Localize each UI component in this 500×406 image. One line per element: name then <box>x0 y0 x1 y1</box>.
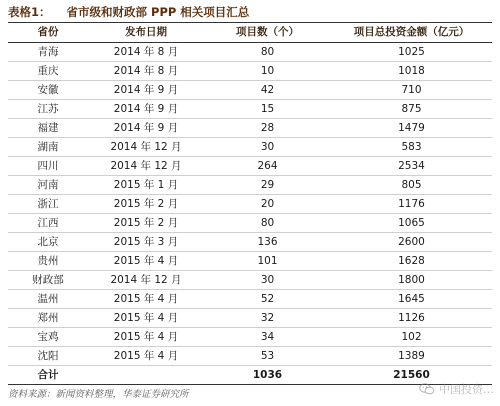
table-row <box>8 42 492 61</box>
cell-release-date: 2014 年 12 月 <box>88 137 204 156</box>
cell-investment: 875 <box>331 99 492 118</box>
table-row <box>8 308 492 327</box>
cell-investment: 1389 <box>331 346 492 365</box>
cell-project-count: 80 <box>204 42 331 61</box>
table-row <box>8 270 492 289</box>
total-label: 合计 <box>8 365 88 384</box>
cell-release-date: 2015 年 4 月 <box>88 251 204 270</box>
total-investment: 21560 <box>331 365 492 384</box>
cell-project-count: 29 <box>204 175 331 194</box>
table-row <box>8 194 492 213</box>
cell-project-count: 80 <box>204 213 331 232</box>
cell-province: 江苏 <box>8 99 88 118</box>
cell-province: 温州 <box>8 289 88 308</box>
table-row <box>8 80 492 99</box>
cell-project-count: 30 <box>204 270 331 289</box>
cell-province: 贵州 <box>8 251 88 270</box>
cell-investment: 2534 <box>331 156 492 175</box>
table-row <box>8 99 492 118</box>
cell-project-count: 136 <box>204 232 331 251</box>
header-release-date: 发布日期 <box>88 23 204 42</box>
cell-project-count: 32 <box>204 308 331 327</box>
cell-release-date: 2015 年 2 月 <box>88 213 204 232</box>
table-body <box>8 42 492 365</box>
cell-investment: 1126 <box>331 308 492 327</box>
cell-province: 重庆 <box>8 61 88 80</box>
cell-project-count: 101 <box>204 251 331 270</box>
cell-release-date: 2014 年 9 月 <box>88 80 204 99</box>
cell-release-date: 2014 年 12 月 <box>88 156 204 175</box>
cell-investment: 805 <box>331 175 492 194</box>
cell-release-date: 2015 年 4 月 <box>88 289 204 308</box>
cell-project-count: 264 <box>204 156 331 175</box>
cell-province: 宝鸡 <box>8 327 88 346</box>
cell-project-count: 52 <box>204 289 331 308</box>
cell-project-count: 28 <box>204 118 331 137</box>
header-province: 省份 <box>8 23 88 42</box>
cell-province: 财政部 <box>8 270 88 289</box>
cell-release-date: 2014 年 9 月 <box>88 99 204 118</box>
cell-release-date: 2014 年 9 月 <box>88 118 204 137</box>
cell-release-date: 2014 年 12 月 <box>88 270 204 289</box>
table-title-label: 表格1： <box>8 4 51 19</box>
total-date-empty <box>88 365 204 384</box>
table-row <box>8 156 492 175</box>
table-row <box>8 346 492 365</box>
table-row <box>8 61 492 80</box>
watermark <box>419 381 494 397</box>
table-row <box>8 289 492 308</box>
cell-release-date: 2015 年 2 月 <box>88 194 204 213</box>
cell-investment: 1800 <box>331 270 492 289</box>
cell-release-date: 2014 年 8 月 <box>88 61 204 80</box>
cell-release-date: 2015 年 4 月 <box>88 346 204 365</box>
cell-release-date: 2015 年 4 月 <box>88 327 204 346</box>
cell-investment: 102 <box>331 327 492 346</box>
cell-investment: 583 <box>331 137 492 156</box>
cell-province: 福建 <box>8 118 88 137</box>
watermark-text: 中国投资… <box>439 383 494 396</box>
cell-project-count: 42 <box>204 80 331 99</box>
cell-project-count: 30 <box>204 137 331 156</box>
table-row <box>8 232 492 251</box>
cell-project-count: 20 <box>204 194 331 213</box>
cell-province: 安徽 <box>8 80 88 99</box>
source-note: 资料来源：新闻资料整理，华泰证券研究所 <box>8 389 189 400</box>
table-row <box>8 213 492 232</box>
total-projects: 1036 <box>204 365 331 384</box>
table-row <box>8 137 492 156</box>
cell-province: 浙江 <box>8 194 88 213</box>
cell-release-date: 2015 年 3 月 <box>88 232 204 251</box>
table-row <box>8 327 492 346</box>
cell-province: 北京 <box>8 232 88 251</box>
cell-province: 江西 <box>8 213 88 232</box>
cell-province: 湖南 <box>8 137 88 156</box>
cell-province: 青海 <box>8 42 88 61</box>
table-title <box>8 3 249 20</box>
cell-investment: 1176 <box>331 194 492 213</box>
cell-release-date: 2014 年 8 月 <box>88 42 204 61</box>
cell-province: 四川 <box>8 156 88 175</box>
cell-project-count: 53 <box>204 346 331 365</box>
table-title-text: 省市级和财政部 PPP 相关项目汇总 <box>66 4 250 19</box>
cell-project-count: 15 <box>204 99 331 118</box>
cell-investment: 1025 <box>331 42 492 61</box>
cell-province: 沈阳 <box>8 346 88 365</box>
cell-investment: 710 <box>331 80 492 99</box>
cell-release-date: 2015 年 1 月 <box>88 175 204 194</box>
cell-investment: 1645 <box>331 289 492 308</box>
cell-investment: 2600 <box>331 232 492 251</box>
cell-release-date: 2015 年 4 月 <box>88 308 204 327</box>
cell-project-count: 34 <box>204 327 331 346</box>
cell-investment: 1479 <box>331 118 492 137</box>
table-row <box>8 175 492 194</box>
ppp-projects-table <box>8 23 492 385</box>
cell-investment: 1018 <box>331 61 492 80</box>
cell-project-count: 10 <box>204 61 331 80</box>
cell-investment: 1065 <box>331 213 492 232</box>
cell-province: 郑州 <box>8 308 88 327</box>
table-row <box>8 251 492 270</box>
header-total-investment: 项目总投资金额（亿元） <box>331 23 492 42</box>
cell-province: 河南 <box>8 175 88 194</box>
wechat-icon <box>419 383 435 395</box>
table-row <box>8 118 492 137</box>
header-project-count: 项目数（个） <box>204 23 331 42</box>
cell-investment: 1628 <box>331 251 492 270</box>
table-header-row <box>8 23 492 42</box>
